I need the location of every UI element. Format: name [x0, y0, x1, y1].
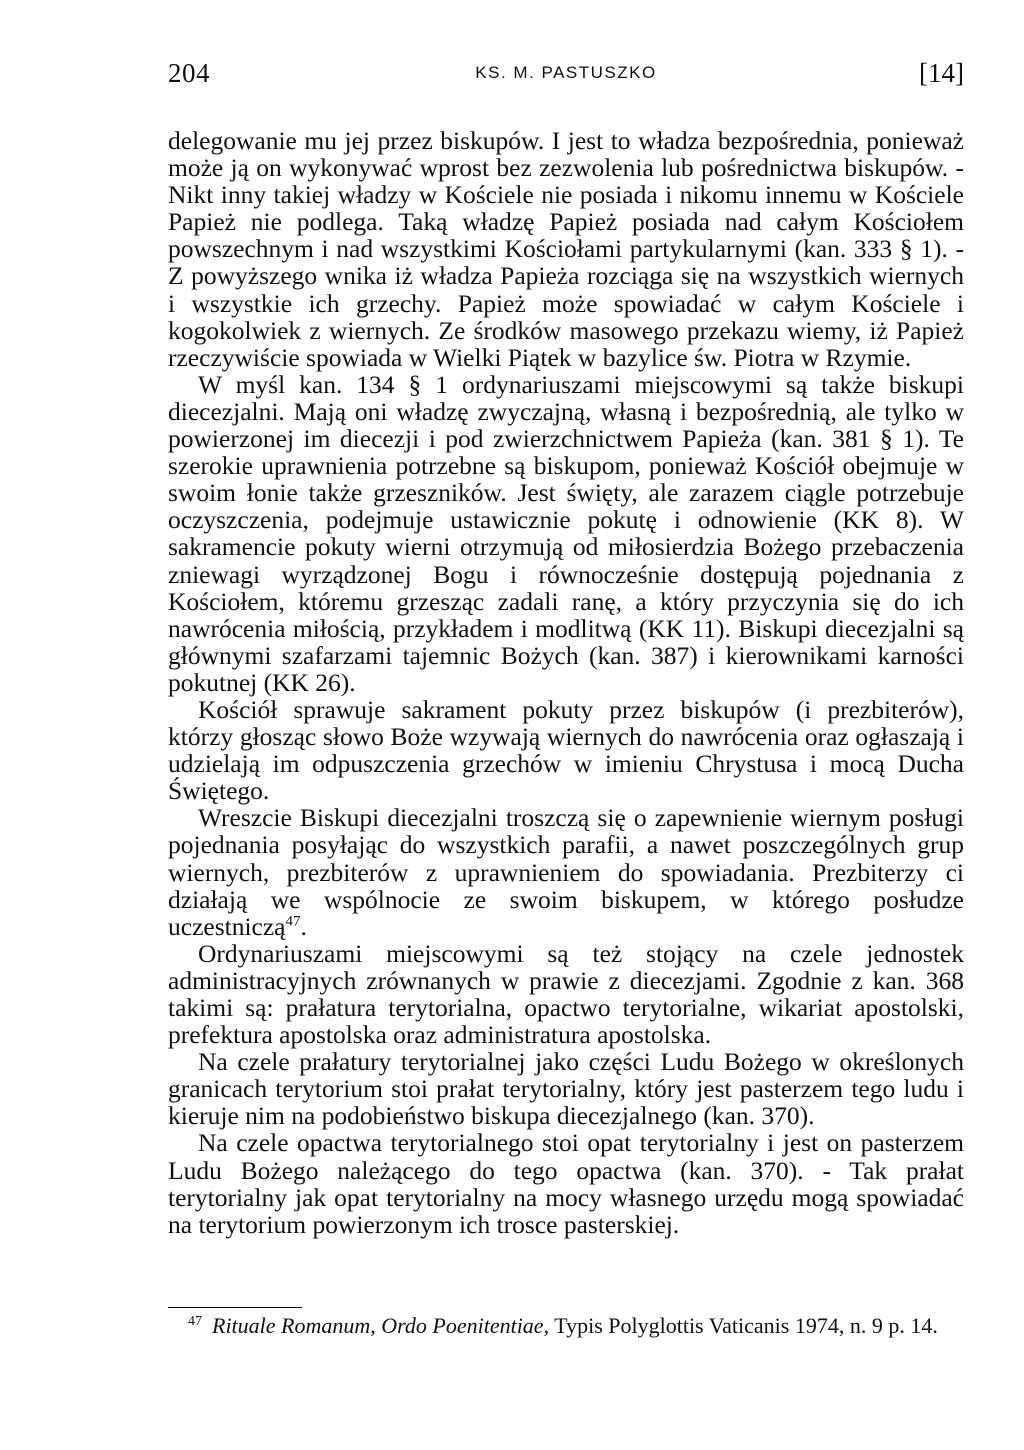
footnote-number: 47 [188, 1313, 202, 1329]
body-text [168, 127, 964, 1238]
paragraph-7: Na czele opactwa terytorialnego stoi opat terytorialny i jest on pasterzem Ludu Bożego należącego do tego opactwa (kan. 370). - Tak prałat terytorialny jak opat terytorialny na mocy własnego urzędu mogą spowiadać na terytorium powierzonym ich trosce pasterskiej. [168, 1128, 964, 1239]
paragraph-4 [168, 804, 964, 939]
paragraph-3: Kościół sprawuje sakrament pokuty przez biskupów (i prezbiterów), którzy głosząc słowo Boże wzywają wiernych do nawrócenia oraz ogłaszają i udzielają im odpuszczenia grzechów w imieniu Chrystusa i mocą Ducha Świętego. [168, 694, 964, 806]
paragraph-6: Na czele prałatury terytorialnej jako części Ludu Bożego w określonych granicach terytorium stoi prałat terytorialny, który jest pasterzem tego ludu i kieruje nim na podobieństwo biskupa diecezjalnego (kan. 370). [168, 1047, 964, 1131]
page-header [168, 58, 964, 94]
running-head: KS. M. PASTUSZKO [475, 63, 657, 82]
page-number: 204 [168, 58, 210, 88]
footnote-divider [168, 1307, 302, 1308]
footnote-reference[interactable]: 47 [285, 913, 301, 930]
paragraph-5: Ordynariuszami miejscowymi są też stojący na czele jednostek administracyjnych zrównanych w prawie z diecezjami. Zgodnie z kan. 368 takimi są: prałatura terytorialna, opactwo terytorialne, wikariat apostolski, prefektura apostolska oraz administratura apostolska. [168, 938, 964, 1050]
paragraph-2: W myśl kan. 134 § 1 ordynariuszami miejscowymi są także biskupi diecezjalni. Mają oni władzę zwyczajną, własną i bezpośrednią, ale tylko w powierzonej im diecezji i pod zwierzchnictwem Papieża (kan. 381 § 1). Te szerokie uprawnienia potrzebne są biskupom, ponieważ Kościół obejmuje w swoim łonie także grzeszników. Jest święty, ale zarazem ciągle potrzebuje oczyszczenia, podejmuje ustawicznie pokutę i odnowienie (KK 8). W sakramencie pokuty wierni otrzymują od miłosierdzia Bożego przebaczenia zniewagi wyrządzonej Bogu i równocześnie dostępują pojednania z Kościołem, któremu grzesząc zadali ranę, a który przyczynia się do ich nawrócenia miłością, przykładem i modlitwą (KK 11). Biskupi diecezjalni są głównymi szafarzami tajemnic Bożych (kan. 387) i kierownikami karności pokutnej (KK 26). [168, 369, 964, 697]
footnote [188, 1312, 978, 1340]
paragraph-4-end: . [300, 911, 307, 941]
paragraph-1: delegowanie mu jej przez biskupów. I jest to władza bezpośrednia, ponieważ może ją on wykonywać wprost bez zezwolenia lub pośrednictwa biskupów. - Nikt inny takiej władzy w Kościele nie posiada i nikomu innemu w Kościele Papież nie podlega. Taką władzę Papież posiada nad całym Kościołem powszechnym i nad wszystkimi Kościołami partykularnymi (kan. 333 § 1). - Z powyższego wnika iż władza Papieża rozciąga się na wszystkich wiernych i wszystkie ich grzechy. Papież może spowiadać w całym Kościele i kogokolwiek z wiernych. Ze środków masowego przekazu wiemy, iż Papież rzeczywiście spowiada w Wielki Piątek w bazylice św. Piotra w Rzymie. [168, 126, 964, 372]
footnote-title: Rituale Romanum, Ordo Poenitentiae, [212, 1313, 550, 1338]
footnote-text: Typis Polyglottis Vaticanis 1974, n. 9 p. 14. [549, 1313, 938, 1338]
paragraph-4-text: Wreszcie Biskupi diecezjalni troszczą się o zapewnienie wiernym posługi pojednania posyłając do wszystkich parafii, a nawet poszczególnych grup wiernych, prezbiterów z uprawnieniem do spowiadania. Prezbiterzy ci działają we wspólnocie ze swoim biskupem, w którego posłudze uczestniczą [168, 803, 964, 941]
section-marker: [14] [919, 58, 964, 88]
